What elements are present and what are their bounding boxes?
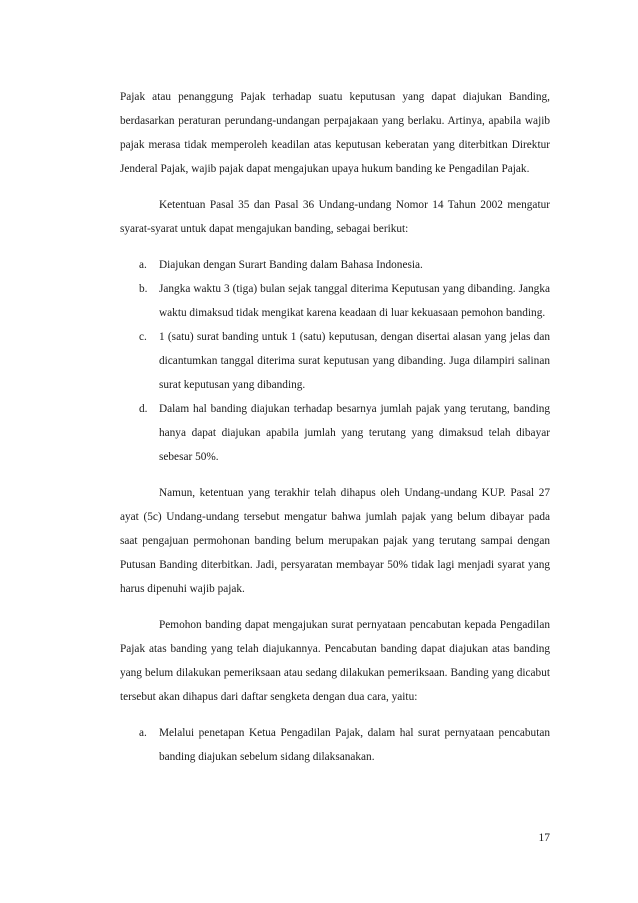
list-item xyxy=(120,325,550,397)
paragraph: Ketentuan Pasal 35 dan Pasal 36 Undang-undang Nomor 14 Tahun 2002 mengatur syarat-syarat untuk dapat mengajukan banding, sebagai berikut: xyxy=(120,199,550,235)
list-marker: c. xyxy=(139,331,147,343)
withdrawal-list xyxy=(120,721,550,769)
page-number: 17 xyxy=(538,832,550,844)
list-item xyxy=(120,277,550,325)
requirements-list xyxy=(120,253,550,469)
list-item-text: Diajukan dengan Surart Banding dalam Bahasa Indonesia. xyxy=(159,259,423,271)
list-item-text: Melalui penetapan Ketua Pengadilan Pajak, dalam hal surat pernyataan pencabutan banding diajukan sebelum sidang dilaksanakan. xyxy=(159,727,550,763)
list-item-text: Jangka waktu 3 (tiga) bulan sejak tanggal diterima Keputusan yang dibanding. Jangka waktu dimaksud tidak mengikat karena keadaan di luar kekuasaan pemohon banding. xyxy=(159,283,550,319)
list-marker: d. xyxy=(139,403,148,415)
list-item xyxy=(120,253,550,277)
paragraph: Pajak atau penanggung Pajak terhadap suatu keputusan yang dapat diajukan Banding, berdasarkan peraturan perundang-undangan perpajakaan yang berlaku. Artinya, apabila wajib pajak merasa tidak memperoleh keadilan atas keputusan keberatan yang diterbitkan Direktur Jenderal Pajak, wajib pajak dapat mengajukan upaya hukum banding ke Pengadilan Pajak. xyxy=(120,91,550,175)
list-item xyxy=(120,721,550,769)
list-marker: a. xyxy=(139,727,147,739)
list-marker: a. xyxy=(139,259,147,271)
paragraph: Pemohon banding dapat mengajukan surat pernyataan pencabutan kepada Pengadilan Pajak atas banding yang telah diajukannya. Pencabutan banding dapat diajukan atas banding yang belum dilakukan pemeriksaan atau sedang dilakukan pemeriksaan. Banding yang dicabut tersebut akan dihapus dari daftar sengketa dengan dua cara, yaitu: xyxy=(120,619,550,703)
list-item-text: 1 (satu) surat banding untuk 1 (satu) keputusan, dengan disertai alasan yang jelas dan dicantumkan tanggal diterima surat keputusan yang dibanding. Juga dilampiri salinan surat keputusan yang dibanding. xyxy=(159,331,550,391)
paragraph: Namun, ketentuan yang terakhir telah dihapus oleh Undang-undang KUP. Pasal 27 ayat (5c) Undang-undang tersebut mengatur bahwa jumlah pajak yang belum dibayar pada saat pengajuan permohonan banding belum merupakan pajak yang terutang sampai dengan Putusan Banding diterbitkan. Jadi, persyaratan membayar 50% tidak lagi menjadi syarat yang harus dipenuhi wajib pajak. xyxy=(120,487,550,595)
list-marker: b. xyxy=(139,283,148,295)
list-item-text: Dalam hal banding diajukan terhadap besarnya jumlah pajak yang terutang, banding hanya dapat diajukan apabila jumlah yang terutang yang dimaksud telah dibayar sebesar 50%. xyxy=(159,403,550,463)
document-page xyxy=(120,85,550,781)
list-item xyxy=(120,397,550,469)
